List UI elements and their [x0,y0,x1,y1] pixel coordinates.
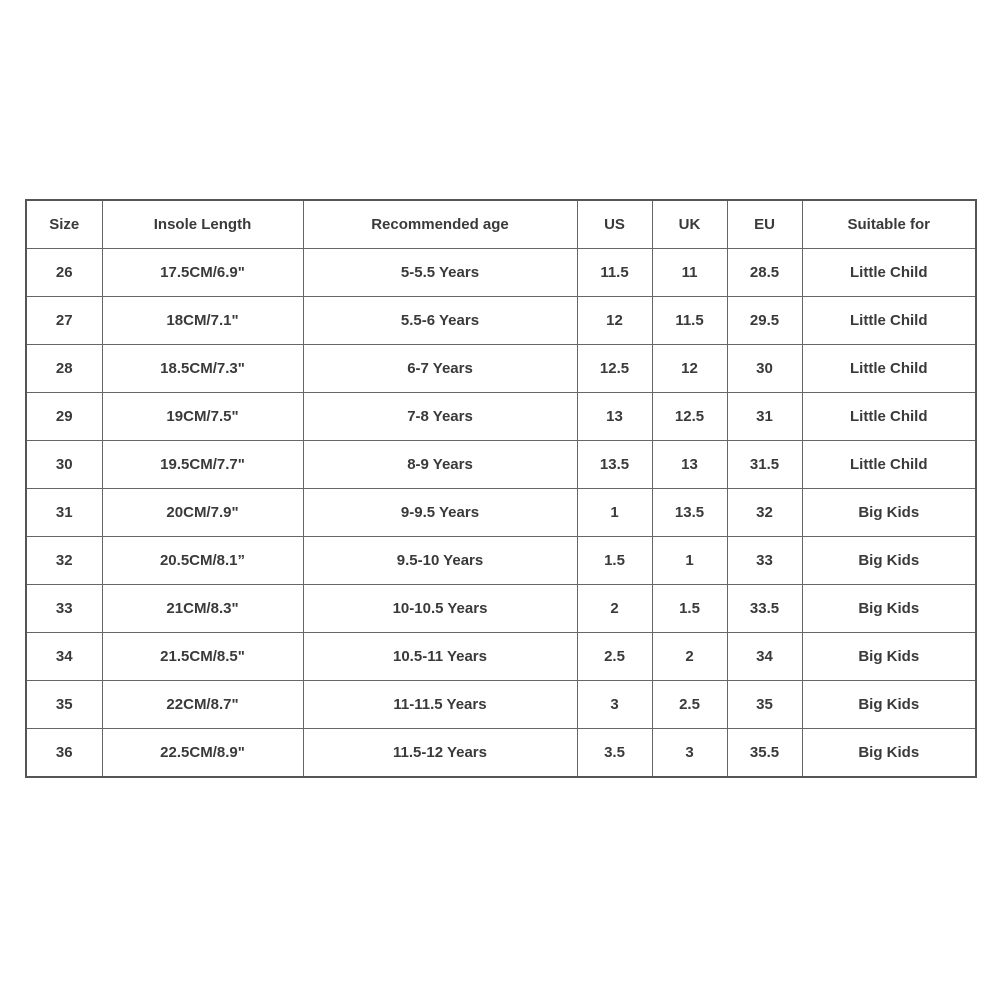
cell-eu: 31.5 [727,441,802,489]
header-uk: UK [652,200,727,249]
table-body [26,249,976,778]
cell-uk: 1.5 [652,585,727,633]
cell-us: 13 [577,393,652,441]
cell-size: 30 [26,441,102,489]
cell-suitable-for: Big Kids [802,681,976,729]
cell-suitable-for: Big Kids [802,489,976,537]
cell-size: 35 [26,681,102,729]
table-row [26,345,976,393]
cell-insole-length: 18CM/7.1" [102,297,303,345]
cell-eu: 35 [727,681,802,729]
table-row [26,633,976,681]
cell-uk: 11.5 [652,297,727,345]
cell-recommended-age: 10.5-11 Years [303,633,577,681]
cell-recommended-age: 5.5-6 Years [303,297,577,345]
cell-size: 36 [26,729,102,778]
table-row [26,537,976,585]
cell-recommended-age: 11.5-12 Years [303,729,577,778]
header-suitable-for: Suitable for [802,200,976,249]
table-row [26,585,976,633]
cell-suitable-for: Little Child [802,393,976,441]
cell-suitable-for: Little Child [802,249,976,297]
cell-uk: 2.5 [652,681,727,729]
cell-us: 11.5 [577,249,652,297]
table-row [26,441,976,489]
table-row [26,297,976,345]
cell-insole-length: 19.5CM/7.7" [102,441,303,489]
cell-size: 29 [26,393,102,441]
cell-uk: 12 [652,345,727,393]
cell-suitable-for: Big Kids [802,537,976,585]
cell-uk: 13.5 [652,489,727,537]
table-row [26,729,976,778]
cell-size: 28 [26,345,102,393]
cell-suitable-for: Little Child [802,345,976,393]
cell-us: 3 [577,681,652,729]
header-eu: EU [727,200,802,249]
cell-size: 34 [26,633,102,681]
cell-us: 3.5 [577,729,652,778]
cell-size: 33 [26,585,102,633]
table-row [26,249,976,297]
cell-uk: 1 [652,537,727,585]
header-insole-length: Insole Length [102,200,303,249]
cell-recommended-age: 11-11.5 Years [303,681,577,729]
cell-insole-length: 21CM/8.3" [102,585,303,633]
table-row [26,489,976,537]
cell-us: 2 [577,585,652,633]
table-row [26,393,976,441]
cell-us: 12 [577,297,652,345]
header-recommended-age: Recommended age [303,200,577,249]
cell-suitable-for: Big Kids [802,633,976,681]
cell-recommended-age: 5-5.5 Years [303,249,577,297]
header-us: US [577,200,652,249]
cell-us: 12.5 [577,345,652,393]
cell-uk: 3 [652,729,727,778]
cell-insole-length: 20.5CM/8.1” [102,537,303,585]
cell-suitable-for: Big Kids [802,585,976,633]
cell-size: 26 [26,249,102,297]
cell-recommended-age: 8-9 Years [303,441,577,489]
cell-uk: 12.5 [652,393,727,441]
cell-recommended-age: 9-9.5 Years [303,489,577,537]
table-row [26,681,976,729]
cell-eu: 32 [727,489,802,537]
cell-insole-length: 17.5CM/6.9" [102,249,303,297]
table-header-row [26,200,976,249]
cell-eu: 35.5 [727,729,802,778]
header-size: Size [26,200,102,249]
size-chart-table [25,199,977,778]
cell-insole-length: 18.5CM/7.3" [102,345,303,393]
cell-eu: 34 [727,633,802,681]
cell-insole-length: 22CM/8.7" [102,681,303,729]
cell-recommended-age: 6-7 Years [303,345,577,393]
cell-us: 13.5 [577,441,652,489]
cell-size: 27 [26,297,102,345]
cell-eu: 29.5 [727,297,802,345]
cell-insole-length: 20CM/7.9" [102,489,303,537]
cell-eu: 33 [727,537,802,585]
cell-size: 31 [26,489,102,537]
cell-recommended-age: 9.5-10 Years [303,537,577,585]
cell-eu: 28.5 [727,249,802,297]
cell-recommended-age: 7-8 Years [303,393,577,441]
cell-us: 2.5 [577,633,652,681]
cell-suitable-for: Little Child [802,297,976,345]
cell-suitable-for: Big Kids [802,729,976,778]
cell-insole-length: 21.5CM/8.5" [102,633,303,681]
cell-us: 1.5 [577,537,652,585]
cell-insole-length: 19CM/7.5" [102,393,303,441]
cell-uk: 2 [652,633,727,681]
cell-eu: 31 [727,393,802,441]
cell-recommended-age: 10-10.5 Years [303,585,577,633]
cell-insole-length: 22.5CM/8.9" [102,729,303,778]
cell-suitable-for: Little Child [802,441,976,489]
cell-us: 1 [577,489,652,537]
cell-size: 32 [26,537,102,585]
cell-uk: 11 [652,249,727,297]
cell-eu: 33.5 [727,585,802,633]
cell-uk: 13 [652,441,727,489]
cell-eu: 30 [727,345,802,393]
